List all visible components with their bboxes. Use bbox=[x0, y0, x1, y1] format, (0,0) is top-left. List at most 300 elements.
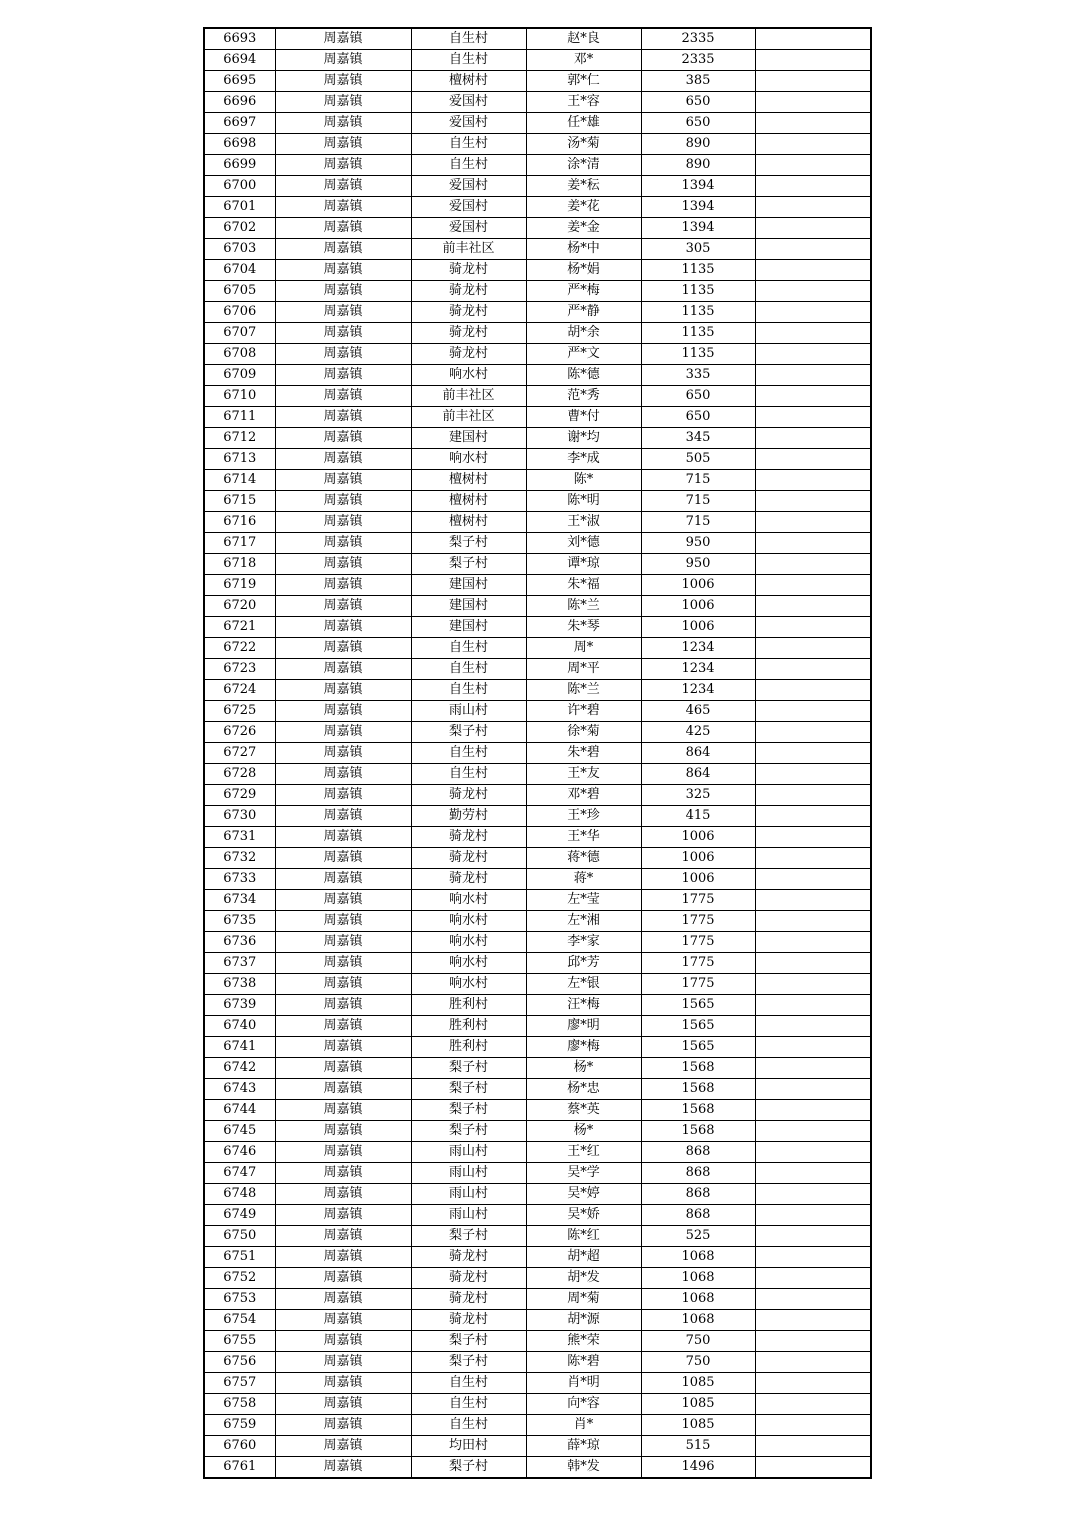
town-cell: 周嘉镇 bbox=[275, 1373, 411, 1394]
name-cell: 韩*发 bbox=[526, 1457, 641, 1479]
village-cell: 梨子村 bbox=[411, 1331, 526, 1352]
name-cell: 曹*付 bbox=[526, 407, 641, 428]
row-number-cell: 6735 bbox=[204, 911, 275, 932]
town-cell: 周嘉镇 bbox=[275, 1436, 411, 1457]
village-cell: 建国村 bbox=[411, 617, 526, 638]
note-cell bbox=[755, 995, 871, 1016]
table-row bbox=[204, 890, 871, 911]
table-row bbox=[204, 428, 871, 449]
table-row bbox=[204, 407, 871, 428]
table-row bbox=[204, 1205, 871, 1226]
note-cell bbox=[755, 617, 871, 638]
row-number-cell: 6707 bbox=[204, 323, 275, 344]
row-number-cell: 6713 bbox=[204, 449, 275, 470]
town-cell: 周嘉镇 bbox=[275, 1121, 411, 1142]
amount-cell: 1068 bbox=[641, 1310, 755, 1331]
amount-cell: 345 bbox=[641, 428, 755, 449]
town-cell: 周嘉镇 bbox=[275, 71, 411, 92]
note-cell bbox=[755, 1247, 871, 1268]
table-row bbox=[204, 50, 871, 71]
name-cell: 朱*琴 bbox=[526, 617, 641, 638]
note-cell bbox=[755, 113, 871, 134]
row-number-cell: 6748 bbox=[204, 1184, 275, 1205]
amount-cell: 1006 bbox=[641, 617, 755, 638]
note-cell bbox=[755, 575, 871, 596]
table-row bbox=[204, 722, 871, 743]
row-number-cell: 6724 bbox=[204, 680, 275, 701]
amount-cell: 1565 bbox=[641, 1016, 755, 1037]
village-cell: 雨山村 bbox=[411, 1142, 526, 1163]
table-row bbox=[204, 197, 871, 218]
table-row bbox=[204, 323, 871, 344]
row-number-cell: 6699 bbox=[204, 155, 275, 176]
village-cell: 檀树村 bbox=[411, 512, 526, 533]
amount-cell: 750 bbox=[641, 1352, 755, 1373]
table-row bbox=[204, 701, 871, 722]
town-cell: 周嘉镇 bbox=[275, 617, 411, 638]
town-cell: 周嘉镇 bbox=[275, 260, 411, 281]
note-cell bbox=[755, 92, 871, 113]
village-cell: 响水村 bbox=[411, 911, 526, 932]
note-cell bbox=[755, 596, 871, 617]
row-number-cell: 6751 bbox=[204, 1247, 275, 1268]
note-cell bbox=[755, 28, 871, 50]
name-cell: 陈*明 bbox=[526, 491, 641, 512]
village-cell: 前丰社区 bbox=[411, 239, 526, 260]
note-cell bbox=[755, 638, 871, 659]
table-row bbox=[204, 1184, 871, 1205]
name-cell: 严*梅 bbox=[526, 281, 641, 302]
row-number-cell: 6723 bbox=[204, 659, 275, 680]
name-cell: 杨*忠 bbox=[526, 1079, 641, 1100]
table-row bbox=[204, 617, 871, 638]
table-row bbox=[204, 260, 871, 281]
table-row bbox=[204, 1436, 871, 1457]
amount-cell: 890 bbox=[641, 134, 755, 155]
town-cell: 周嘉镇 bbox=[275, 1058, 411, 1079]
row-number-cell: 6712 bbox=[204, 428, 275, 449]
note-cell bbox=[755, 1121, 871, 1142]
row-number-cell: 6710 bbox=[204, 386, 275, 407]
table-row bbox=[204, 28, 871, 50]
amount-cell: 864 bbox=[641, 764, 755, 785]
table-row bbox=[204, 176, 871, 197]
name-cell: 汪*梅 bbox=[526, 995, 641, 1016]
town-cell: 周嘉镇 bbox=[275, 533, 411, 554]
name-cell: 胡*超 bbox=[526, 1247, 641, 1268]
village-cell: 骑龙村 bbox=[411, 827, 526, 848]
town-cell: 周嘉镇 bbox=[275, 113, 411, 134]
row-number-cell: 6716 bbox=[204, 512, 275, 533]
amount-cell: 335 bbox=[641, 365, 755, 386]
name-cell: 陈*碧 bbox=[526, 1352, 641, 1373]
amount-cell: 1006 bbox=[641, 827, 755, 848]
name-cell: 朱*碧 bbox=[526, 743, 641, 764]
row-number-cell: 6730 bbox=[204, 806, 275, 827]
note-cell bbox=[755, 722, 871, 743]
table-row bbox=[204, 1163, 871, 1184]
table-row bbox=[204, 1352, 871, 1373]
town-cell: 周嘉镇 bbox=[275, 764, 411, 785]
table-row bbox=[204, 344, 871, 365]
amount-cell: 1135 bbox=[641, 323, 755, 344]
village-cell: 骑龙村 bbox=[411, 869, 526, 890]
village-cell: 梨子村 bbox=[411, 1226, 526, 1247]
name-cell: 向*容 bbox=[526, 1394, 641, 1415]
table-row bbox=[204, 533, 871, 554]
note-cell bbox=[755, 239, 871, 260]
village-cell: 爱国村 bbox=[411, 197, 526, 218]
note-cell bbox=[755, 1037, 871, 1058]
town-cell: 周嘉镇 bbox=[275, 1394, 411, 1415]
name-cell: 徐*菊 bbox=[526, 722, 641, 743]
row-number-cell: 6698 bbox=[204, 134, 275, 155]
name-cell: 姜*秐 bbox=[526, 176, 641, 197]
table-row bbox=[204, 113, 871, 134]
name-cell: 杨*娟 bbox=[526, 260, 641, 281]
town-cell: 周嘉镇 bbox=[275, 1415, 411, 1436]
table-row bbox=[204, 1037, 871, 1058]
table-row bbox=[204, 1121, 871, 1142]
village-cell: 建国村 bbox=[411, 575, 526, 596]
amount-cell: 650 bbox=[641, 92, 755, 113]
name-cell: 王*淑 bbox=[526, 512, 641, 533]
village-cell: 雨山村 bbox=[411, 1184, 526, 1205]
table-row bbox=[204, 869, 871, 890]
town-cell: 周嘉镇 bbox=[275, 344, 411, 365]
table-row bbox=[204, 680, 871, 701]
table-row bbox=[204, 1079, 871, 1100]
town-cell: 周嘉镇 bbox=[275, 1037, 411, 1058]
amount-cell: 868 bbox=[641, 1205, 755, 1226]
town-cell: 周嘉镇 bbox=[275, 1310, 411, 1331]
town-cell: 周嘉镇 bbox=[275, 785, 411, 806]
note-cell bbox=[755, 428, 871, 449]
amount-cell: 868 bbox=[641, 1184, 755, 1205]
village-cell: 自生村 bbox=[411, 764, 526, 785]
note-cell bbox=[755, 1079, 871, 1100]
village-cell: 梨子村 bbox=[411, 1121, 526, 1142]
town-cell: 周嘉镇 bbox=[275, 197, 411, 218]
name-cell: 范*秀 bbox=[526, 386, 641, 407]
table-row bbox=[204, 806, 871, 827]
name-cell: 陈* bbox=[526, 470, 641, 491]
note-cell bbox=[755, 848, 871, 869]
name-cell: 左*湘 bbox=[526, 911, 641, 932]
town-cell: 周嘉镇 bbox=[275, 1289, 411, 1310]
note-cell bbox=[755, 1310, 871, 1331]
town-cell: 周嘉镇 bbox=[275, 470, 411, 491]
note-cell bbox=[755, 1331, 871, 1352]
town-cell: 周嘉镇 bbox=[275, 596, 411, 617]
amount-cell: 1006 bbox=[641, 575, 755, 596]
row-number-cell: 6738 bbox=[204, 974, 275, 995]
name-cell: 吴*婷 bbox=[526, 1184, 641, 1205]
town-cell: 周嘉镇 bbox=[275, 1226, 411, 1247]
table-row bbox=[204, 848, 871, 869]
amount-cell: 1565 bbox=[641, 995, 755, 1016]
row-number-cell: 6721 bbox=[204, 617, 275, 638]
note-cell bbox=[755, 533, 871, 554]
name-cell: 朱*福 bbox=[526, 575, 641, 596]
town-cell: 周嘉镇 bbox=[275, 890, 411, 911]
amount-cell: 750 bbox=[641, 1331, 755, 1352]
amount-cell: 1135 bbox=[641, 344, 755, 365]
amount-cell: 1085 bbox=[641, 1415, 755, 1436]
town-cell: 周嘉镇 bbox=[275, 218, 411, 239]
table-row bbox=[204, 1142, 871, 1163]
village-cell: 骑龙村 bbox=[411, 848, 526, 869]
amount-cell: 1565 bbox=[641, 1037, 755, 1058]
row-number-cell: 6754 bbox=[204, 1310, 275, 1331]
town-cell: 周嘉镇 bbox=[275, 50, 411, 71]
note-cell bbox=[755, 932, 871, 953]
note-cell bbox=[755, 911, 871, 932]
row-number-cell: 6755 bbox=[204, 1331, 275, 1352]
town-cell: 周嘉镇 bbox=[275, 680, 411, 701]
note-cell bbox=[755, 155, 871, 176]
name-cell: 王*容 bbox=[526, 92, 641, 113]
town-cell: 周嘉镇 bbox=[275, 491, 411, 512]
name-cell: 邱*芳 bbox=[526, 953, 641, 974]
row-number-cell: 6743 bbox=[204, 1079, 275, 1100]
row-number-cell: 6739 bbox=[204, 995, 275, 1016]
village-cell: 梨子村 bbox=[411, 1352, 526, 1373]
note-cell bbox=[755, 806, 871, 827]
row-number-cell: 6694 bbox=[204, 50, 275, 71]
name-cell: 陈*德 bbox=[526, 365, 641, 386]
row-number-cell: 6761 bbox=[204, 1457, 275, 1479]
roster-body bbox=[204, 28, 871, 1478]
name-cell: 胡*发 bbox=[526, 1268, 641, 1289]
village-cell: 雨山村 bbox=[411, 1163, 526, 1184]
village-cell: 檀树村 bbox=[411, 491, 526, 512]
town-cell: 周嘉镇 bbox=[275, 1352, 411, 1373]
village-cell: 自生村 bbox=[411, 1394, 526, 1415]
village-cell: 骑龙村 bbox=[411, 281, 526, 302]
town-cell: 周嘉镇 bbox=[275, 1100, 411, 1121]
table-row bbox=[204, 1058, 871, 1079]
row-number-cell: 6704 bbox=[204, 260, 275, 281]
amount-cell: 1775 bbox=[641, 974, 755, 995]
table-row bbox=[204, 1415, 871, 1436]
amount-cell: 1068 bbox=[641, 1289, 755, 1310]
town-cell: 周嘉镇 bbox=[275, 848, 411, 869]
village-cell: 雨山村 bbox=[411, 701, 526, 722]
table-row bbox=[204, 911, 871, 932]
name-cell: 蔡*英 bbox=[526, 1100, 641, 1121]
table-row bbox=[204, 239, 871, 260]
note-cell bbox=[755, 1268, 871, 1289]
amount-cell: 1568 bbox=[641, 1100, 755, 1121]
row-number-cell: 6731 bbox=[204, 827, 275, 848]
town-cell: 周嘉镇 bbox=[275, 911, 411, 932]
table-row bbox=[204, 1394, 871, 1415]
town-cell: 周嘉镇 bbox=[275, 407, 411, 428]
row-number-cell: 6756 bbox=[204, 1352, 275, 1373]
village-cell: 骑龙村 bbox=[411, 1247, 526, 1268]
note-cell bbox=[755, 1226, 871, 1247]
village-cell: 响水村 bbox=[411, 932, 526, 953]
village-cell: 爱国村 bbox=[411, 218, 526, 239]
row-number-cell: 6741 bbox=[204, 1037, 275, 1058]
row-number-cell: 6747 bbox=[204, 1163, 275, 1184]
town-cell: 周嘉镇 bbox=[275, 512, 411, 533]
town-cell: 周嘉镇 bbox=[275, 1142, 411, 1163]
village-cell: 梨子村 bbox=[411, 722, 526, 743]
amount-cell: 1006 bbox=[641, 596, 755, 617]
town-cell: 周嘉镇 bbox=[275, 1079, 411, 1100]
town-cell: 周嘉镇 bbox=[275, 1184, 411, 1205]
table-row bbox=[204, 302, 871, 323]
village-cell: 梨子村 bbox=[411, 533, 526, 554]
name-cell: 汤*菊 bbox=[526, 134, 641, 155]
name-cell: 肖* bbox=[526, 1415, 641, 1436]
village-cell: 骑龙村 bbox=[411, 785, 526, 806]
amount-cell: 950 bbox=[641, 554, 755, 575]
village-cell: 檀树村 bbox=[411, 71, 526, 92]
row-number-cell: 6695 bbox=[204, 71, 275, 92]
name-cell: 陈*红 bbox=[526, 1226, 641, 1247]
note-cell bbox=[755, 365, 871, 386]
note-cell bbox=[755, 680, 871, 701]
row-number-cell: 6714 bbox=[204, 470, 275, 491]
village-cell: 梨子村 bbox=[411, 1100, 526, 1121]
table-row bbox=[204, 974, 871, 995]
table-row bbox=[204, 1016, 871, 1037]
note-cell bbox=[755, 1142, 871, 1163]
amount-cell: 1394 bbox=[641, 176, 755, 197]
amount-cell: 325 bbox=[641, 785, 755, 806]
name-cell: 左*莹 bbox=[526, 890, 641, 911]
name-cell: 廖*梅 bbox=[526, 1037, 641, 1058]
town-cell: 周嘉镇 bbox=[275, 386, 411, 407]
table-row bbox=[204, 218, 871, 239]
town-cell: 周嘉镇 bbox=[275, 554, 411, 575]
village-cell: 胜利村 bbox=[411, 1016, 526, 1037]
name-cell: 周* bbox=[526, 638, 641, 659]
row-number-cell: 6709 bbox=[204, 365, 275, 386]
amount-cell: 2335 bbox=[641, 50, 755, 71]
town-cell: 周嘉镇 bbox=[275, 722, 411, 743]
table-row bbox=[204, 1268, 871, 1289]
town-cell: 周嘉镇 bbox=[275, 827, 411, 848]
note-cell bbox=[755, 701, 871, 722]
row-number-cell: 6757 bbox=[204, 1373, 275, 1394]
note-cell bbox=[755, 890, 871, 911]
town-cell: 周嘉镇 bbox=[275, 176, 411, 197]
note-cell bbox=[755, 491, 871, 512]
table-row bbox=[204, 512, 871, 533]
row-number-cell: 6744 bbox=[204, 1100, 275, 1121]
village-cell: 梨子村 bbox=[411, 1079, 526, 1100]
amount-cell: 1135 bbox=[641, 281, 755, 302]
town-cell: 周嘉镇 bbox=[275, 869, 411, 890]
name-cell: 任*雄 bbox=[526, 113, 641, 134]
name-cell: 邓*碧 bbox=[526, 785, 641, 806]
row-number-cell: 6736 bbox=[204, 932, 275, 953]
row-number-cell: 6718 bbox=[204, 554, 275, 575]
row-number-cell: 6742 bbox=[204, 1058, 275, 1079]
note-cell bbox=[755, 1163, 871, 1184]
town-cell: 周嘉镇 bbox=[275, 953, 411, 974]
row-number-cell: 6752 bbox=[204, 1268, 275, 1289]
name-cell: 谭*琼 bbox=[526, 554, 641, 575]
name-cell: 肖*明 bbox=[526, 1373, 641, 1394]
town-cell: 周嘉镇 bbox=[275, 239, 411, 260]
row-number-cell: 6750 bbox=[204, 1226, 275, 1247]
row-number-cell: 6734 bbox=[204, 890, 275, 911]
name-cell: 李*成 bbox=[526, 449, 641, 470]
note-cell bbox=[755, 1436, 871, 1457]
town-cell: 周嘉镇 bbox=[275, 701, 411, 722]
name-cell: 左*银 bbox=[526, 974, 641, 995]
name-cell: 廖*明 bbox=[526, 1016, 641, 1037]
note-cell bbox=[755, 344, 871, 365]
name-cell: 郭*仁 bbox=[526, 71, 641, 92]
town-cell: 周嘉镇 bbox=[275, 806, 411, 827]
note-cell bbox=[755, 1289, 871, 1310]
village-cell: 响水村 bbox=[411, 890, 526, 911]
town-cell: 周嘉镇 bbox=[275, 743, 411, 764]
name-cell: 陈*兰 bbox=[526, 596, 641, 617]
amount-cell: 515 bbox=[641, 1436, 755, 1457]
village-cell: 前丰社区 bbox=[411, 386, 526, 407]
note-cell bbox=[755, 974, 871, 995]
amount-cell: 1234 bbox=[641, 680, 755, 701]
row-number-cell: 6737 bbox=[204, 953, 275, 974]
amount-cell: 1135 bbox=[641, 260, 755, 281]
village-cell: 爱国村 bbox=[411, 113, 526, 134]
note-cell bbox=[755, 1457, 871, 1479]
town-cell: 周嘉镇 bbox=[275, 1457, 411, 1479]
amount-cell: 2335 bbox=[641, 28, 755, 50]
village-cell: 建国村 bbox=[411, 596, 526, 617]
amount-cell: 1496 bbox=[641, 1457, 755, 1479]
village-cell: 响水村 bbox=[411, 974, 526, 995]
table-row bbox=[204, 827, 871, 848]
amount-cell: 650 bbox=[641, 386, 755, 407]
town-cell: 周嘉镇 bbox=[275, 575, 411, 596]
town-cell: 周嘉镇 bbox=[275, 134, 411, 155]
amount-cell: 868 bbox=[641, 1142, 755, 1163]
table-row bbox=[204, 1373, 871, 1394]
note-cell bbox=[755, 197, 871, 218]
note-cell bbox=[755, 953, 871, 974]
amount-cell: 950 bbox=[641, 533, 755, 554]
row-number-cell: 6702 bbox=[204, 218, 275, 239]
village-cell: 骑龙村 bbox=[411, 302, 526, 323]
amount-cell: 1775 bbox=[641, 932, 755, 953]
note-cell bbox=[755, 512, 871, 533]
village-cell: 檀树村 bbox=[411, 470, 526, 491]
name-cell: 胡*源 bbox=[526, 1310, 641, 1331]
note-cell bbox=[755, 1352, 871, 1373]
note-cell bbox=[755, 1016, 871, 1037]
amount-cell: 1234 bbox=[641, 638, 755, 659]
row-number-cell: 6705 bbox=[204, 281, 275, 302]
table-row bbox=[204, 764, 871, 785]
table-row bbox=[204, 953, 871, 974]
name-cell: 邓* bbox=[526, 50, 641, 71]
name-cell: 薛*琼 bbox=[526, 1436, 641, 1457]
note-cell bbox=[755, 50, 871, 71]
name-cell: 杨*中 bbox=[526, 239, 641, 260]
village-cell: 骑龙村 bbox=[411, 323, 526, 344]
name-cell: 蒋*德 bbox=[526, 848, 641, 869]
note-cell bbox=[755, 218, 871, 239]
table-row bbox=[204, 134, 871, 155]
